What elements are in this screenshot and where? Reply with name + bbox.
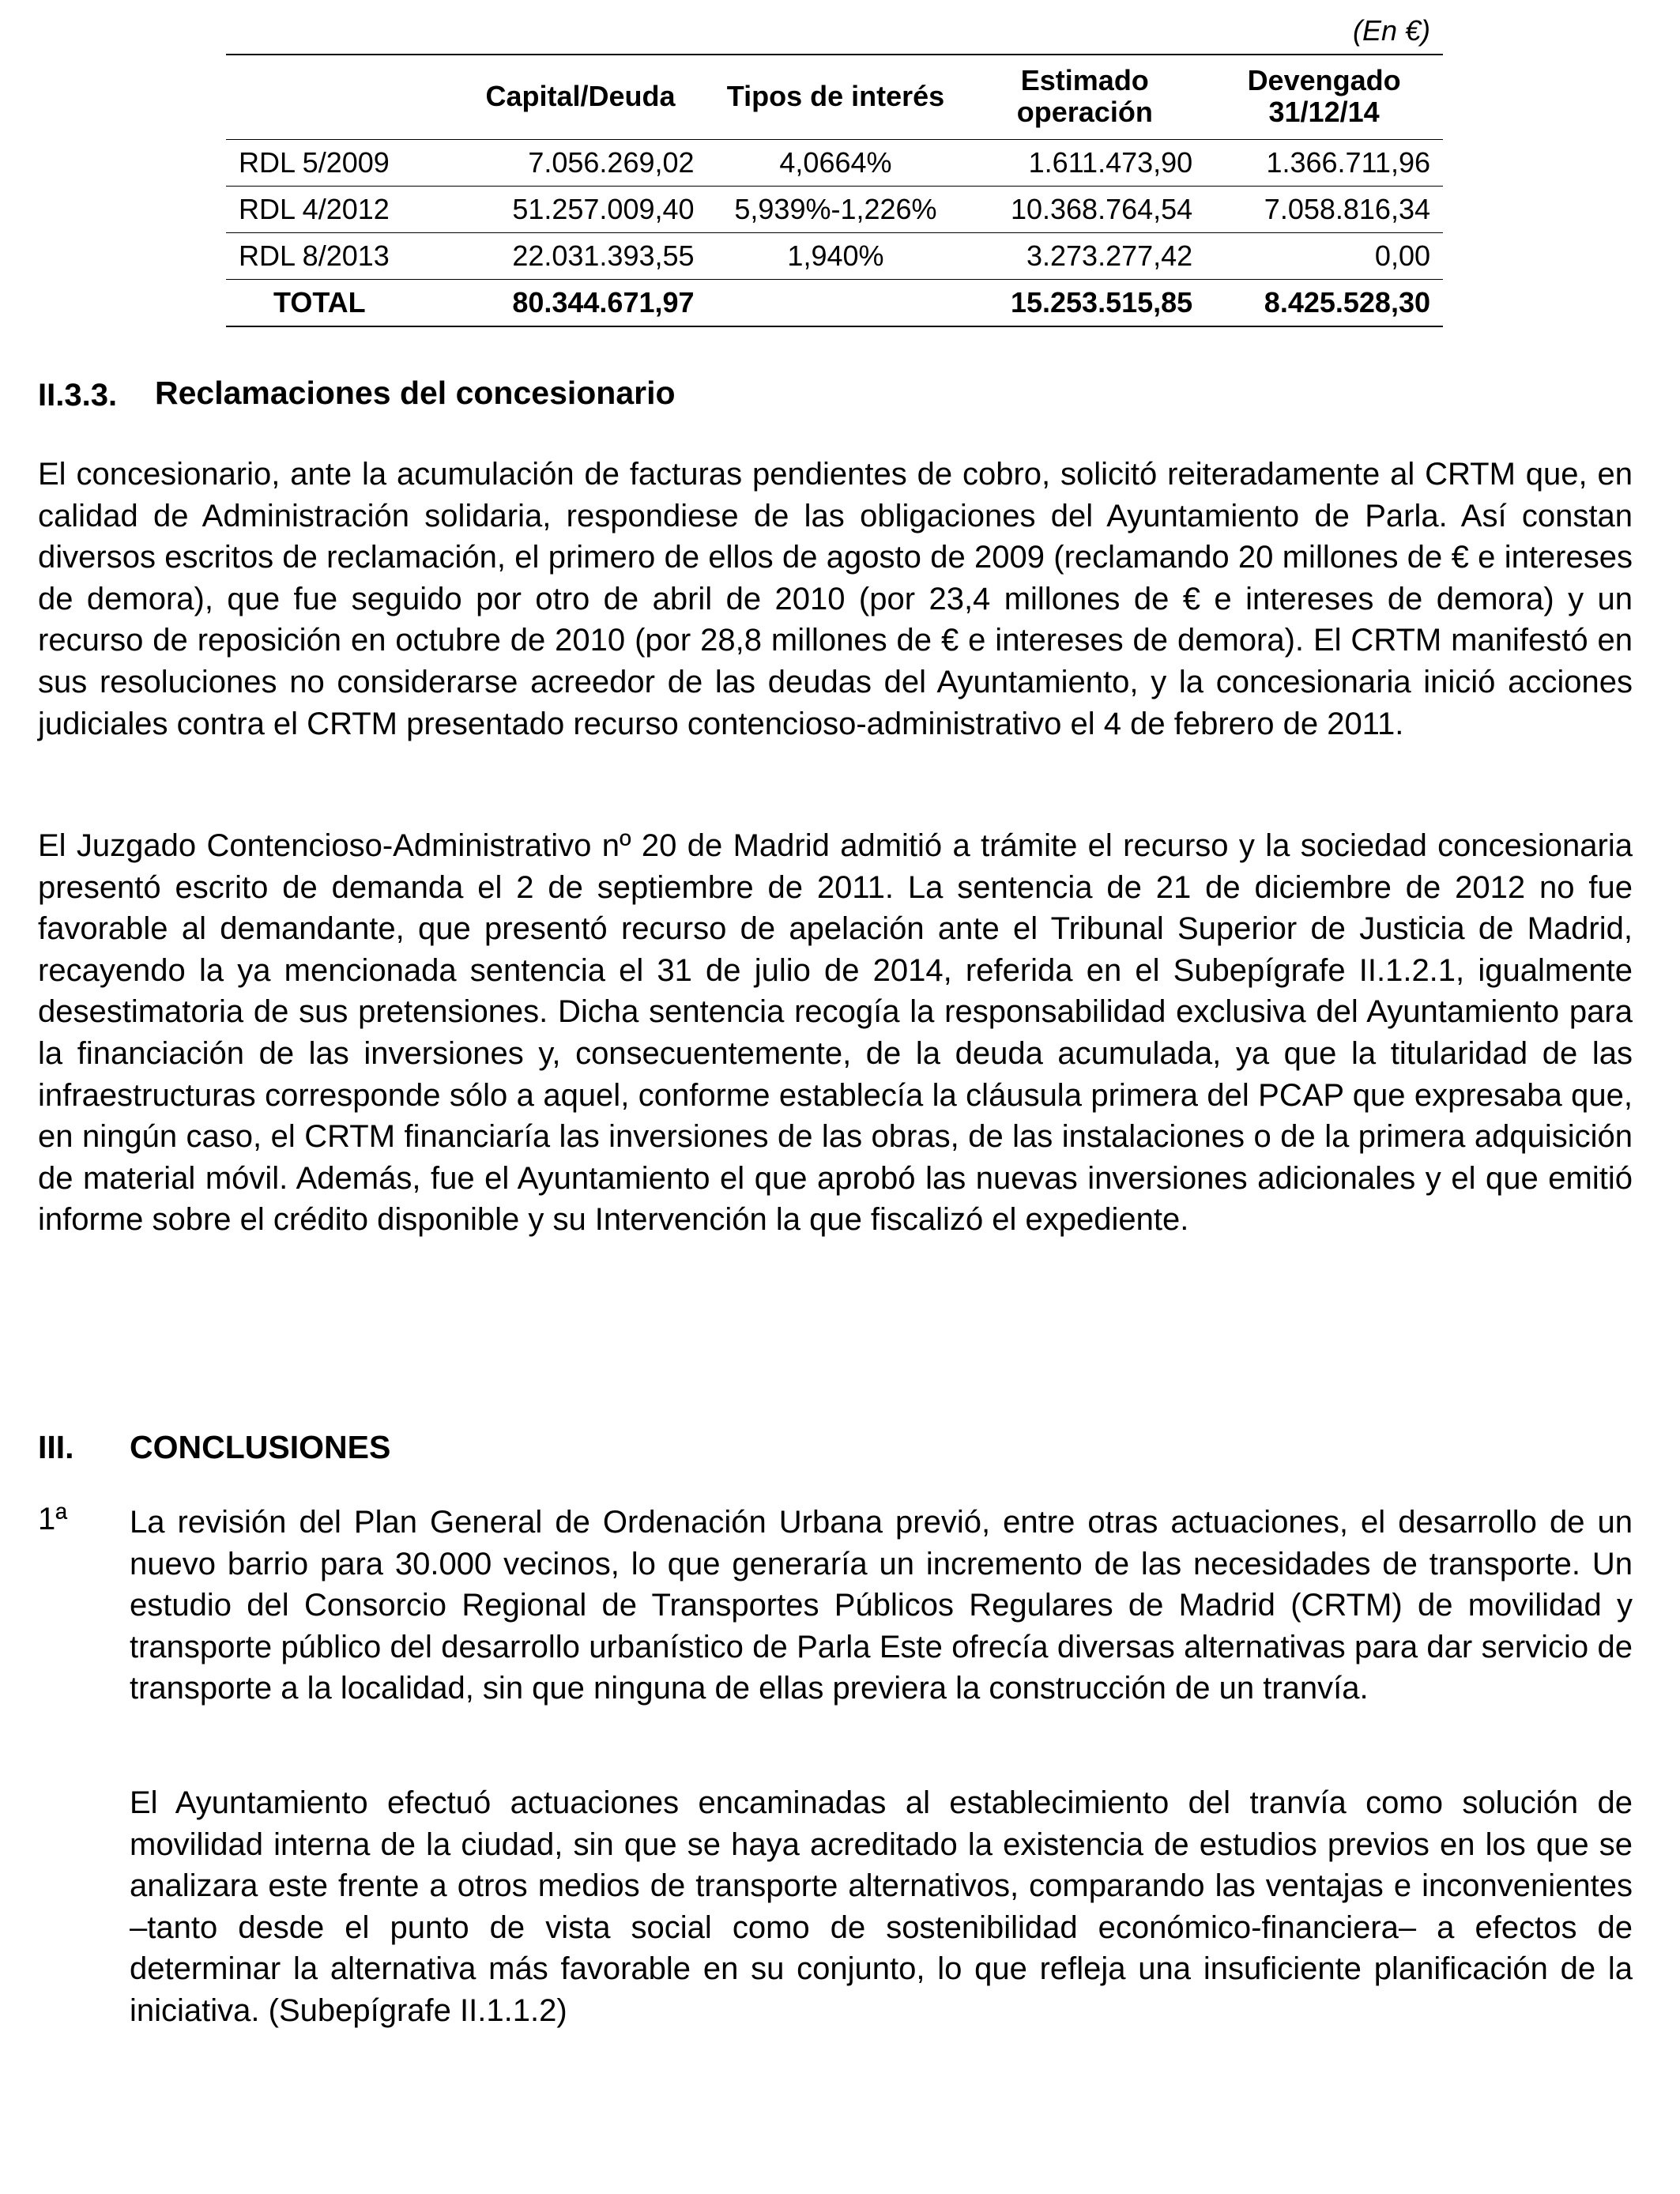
row-estimado: 3.273.277,42 <box>1026 239 1193 272</box>
row-tipos: 5,939%-1,226% <box>734 193 937 225</box>
paragraph: El concesionario, ante la acumulación de facturas pendientes de cobro, solicitó reiteradamente al CRTM que, en calidad de Administración solidaria, respondiese de las obligaciones del Ayuntamiento de Parla. Así constan diversos escritos de reclamación, el primero de ellos de agosto de 2009 (reclamando 20 millones de € e intereses de demora), que fue seguido por otro de abril de 2010 (por 23,4 millones de € e intereses de demora) y un recurso de reposición en octubre de 2010 (por 28,8 millones de € e intereses de demora). El CRTM manifestó en sus resoluciones no considerarse acreedor de las deudas del Ayuntamiento, y la concesionaria inició acciones judiciales contra el CRTM presentado recurso contencioso-administrativo el 4 de febrero de 2011. <box>38 457 1633 741</box>
row-estimado: 1.611.473,90 <box>1028 146 1193 179</box>
row-capital: 22.031.393,55 <box>512 239 695 272</box>
row-label: RDL 4/2012 <box>239 193 390 225</box>
unit-note: (En €) <box>1352 14 1430 47</box>
header-estimado-line1: Estimado <box>1020 64 1149 96</box>
table-row <box>226 140 1443 187</box>
row-estimado: 10.368.764,54 <box>1010 193 1193 225</box>
row-capital: 7.056.269,02 <box>528 146 695 179</box>
conclusion-item-number: 1ª <box>38 1502 68 1536</box>
header-devengado-line1: Devengado <box>1247 64 1401 96</box>
table-row <box>226 187 1443 233</box>
total-label: TOTAL <box>273 286 366 319</box>
header-devengado <box>1205 55 1443 140</box>
header-estimado-line2: operación <box>1016 96 1153 128</box>
row-label: RDL 5/2009 <box>239 146 390 179</box>
header-empty <box>226 55 454 140</box>
conclusions-number: III. <box>38 1429 74 1465</box>
row-devengado: 0,00 <box>1374 239 1430 272</box>
paragraph: El Juzgado Contencioso-Administrativo nº 20 de Madrid admitió a trámite el recurso y la sociedad concesionaria presentó escrito de demanda el 2 de septiembre de 2011. La sentencia de 21 de diciembre de 2012 no fue favorable al demandante, que presentó recurso de apelación ante el Tribunal Superior de Justicia de Madrid, recayendo la ya mencionada sentencia el 31 de julio de 2014, referida en el Subepígrafe II.1.2.1, igualmente desestimatoria de sus pretensiones. Dicha sentencia recogía la responsabilidad exclusiva del Ayuntamiento para la financiación de las inversiones y, consecuentemente, de la deuda acumulada, ya que la titularidad de las infraestructuras corresponde sólo a aquel, conforme establecía la cláusula primera del PCAP que expresaba que, en ningún caso, el CRTM financiaría las inversiones de las obras, de las instalaciones o de la primera adquisición de material móvil. Además, fue el Ayuntamiento el que aprobó las nuevas inversiones adicionales y el que emitió informe sobre el crédito disponible y su Intervención la que fiscalizó el expediente. <box>38 828 1633 1238</box>
interest-table <box>226 54 1443 327</box>
row-label: RDL 8/2013 <box>239 239 390 272</box>
row-tipos: 4,0664% <box>779 146 892 179</box>
table-header-row <box>226 55 1443 140</box>
table-row <box>226 233 1443 280</box>
table-total-row <box>226 280 1443 327</box>
paragraph: El Ayuntamiento efectuó actuaciones encaminadas al establecimiento del tranvía como solución de movilidad interna de la ciudad, sin que se haya acreditado la existencia de estudios previos en los que se analizara este frente a otros medios de transporte alternativos, comparando las ventajas e inconvenientes –tanto desde el punto de vista social como de sostenibilidad económico-financiera– a efectos de determinar la alternativa más favorable en su conjunto, lo que refleja una insuficiente planificación de la iniciativa. (Subepígrafe II.1.1.2) <box>130 1785 1633 2028</box>
conclusions-title: CONCLUSIONES <box>130 1429 391 1465</box>
total-devengado: 8.425.528,30 <box>1264 286 1430 319</box>
row-capital: 51.257.009,40 <box>512 193 695 225</box>
header-capital: Capital/Deuda <box>485 80 676 112</box>
header-devengado-line2: 31/12/14 <box>1268 96 1380 128</box>
row-tipos: 1,940% <box>787 239 884 272</box>
paragraph: La revisión del Plan General de Ordenación Urbana previó, entre otras actuaciones, el desarrollo de un nuevo barrio para 30.000 vecinos, lo que generaría un incremento de las necesidades de transporte. Un estudio del Consorcio Regional de Transportes Públicos Regulares de Madrid (CRTM) de movilidad y transporte público del desarrollo urbanístico de Parla Este ofrecía diversas alternativas para dar servicio de transporte a la localidad, sin que ninguna de ellas previera la construcción de un tranvía. <box>130 1505 1633 1706</box>
total-estimado: 15.253.515,85 <box>1010 286 1193 319</box>
total-tipos <box>707 280 965 327</box>
section-number: II.3.3. <box>38 378 118 413</box>
header-tipos: Tipos de interés <box>726 80 945 112</box>
total-capital: 80.344.671,97 <box>512 286 695 319</box>
header-estimado <box>964 55 1205 140</box>
row-devengado: 7.058.816,34 <box>1264 193 1430 225</box>
row-devengado: 1.366.711,96 <box>1266 146 1430 179</box>
section-title: Reclamaciones del concesionario <box>155 375 676 411</box>
